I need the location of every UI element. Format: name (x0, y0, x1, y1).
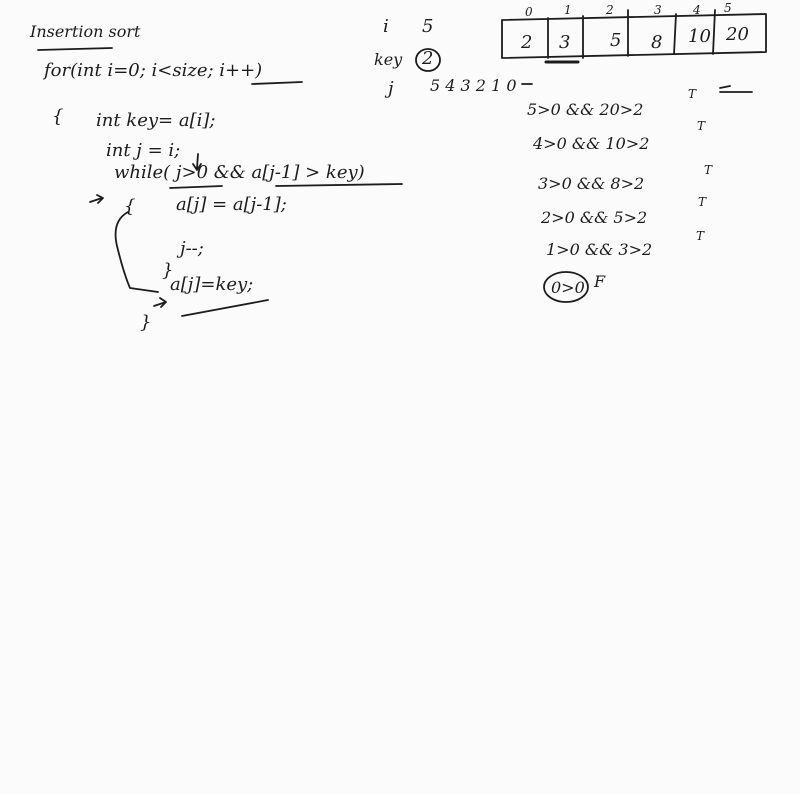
trace-result: T (696, 229, 705, 243)
code-close-brace: } (140, 312, 152, 333)
array-index: 4 (693, 3, 701, 17)
code-while-line: while( j>0 && a[j-1] > key) (114, 162, 365, 183)
title-underline (38, 48, 112, 50)
var-key-label: key (374, 50, 403, 69)
code-decrement-line: j--; (180, 238, 204, 259)
var-i-label: i (383, 16, 389, 37)
array-index: 3 (654, 3, 662, 17)
var-j-values: 5 4 3 2 1 0 (430, 76, 517, 95)
array-index: 0 (525, 5, 533, 19)
trace-condition: 0>0 (551, 278, 585, 297)
var-i-value: 5 (422, 16, 434, 37)
arrow-right-icon (154, 298, 166, 307)
trace-result: T (704, 163, 713, 177)
array-index: 1 (564, 3, 572, 17)
code-key-line: int key= a[i]; (96, 110, 216, 131)
code-assign-line: a[j] = a[j-1]; (176, 194, 287, 215)
code-while-open: { (124, 196, 136, 217)
array-cell-value: 10 (688, 26, 711, 47)
array-divider (674, 14, 676, 54)
var-key-value: 2 (422, 48, 434, 69)
code-final-line: a[j]=key; (170, 274, 254, 295)
trace-condition: 2>0 && 5>2 (541, 208, 648, 227)
array-cell-value: 2 (521, 32, 533, 53)
code-j-line: int j = i; (106, 140, 181, 161)
array-cell-value: 3 (559, 32, 571, 53)
code-open-brace: { (52, 106, 64, 127)
trace-condition: 3>0 && 8>2 (538, 174, 645, 193)
array-index: 2 (606, 3, 614, 17)
condition-underline (276, 184, 402, 186)
loop-increment-underline (252, 82, 302, 84)
while-body-bracket (116, 212, 158, 292)
trace-result: T (697, 119, 706, 133)
var-j-label: j (388, 78, 394, 99)
array-index: 5 (724, 1, 732, 15)
page-title: Insertion sort (30, 22, 141, 41)
final-line-underline (182, 300, 268, 316)
trace-result: F (594, 272, 606, 291)
array-cell-value: 8 (651, 32, 663, 53)
condition-underline (170, 186, 222, 188)
array-cell-value: 20 (726, 24, 749, 45)
code-while-close: } (162, 260, 174, 281)
trace-condition: 4>0 && 10>2 (533, 134, 650, 153)
arrow-right-icon (90, 195, 103, 203)
array-divider (713, 10, 715, 54)
code-for-line: for(int i=0; i<size; i++) (44, 60, 263, 81)
trace-condition: 1>0 && 3>2 (546, 240, 653, 259)
trace-condition: 5>0 && 20>2 (527, 100, 644, 119)
array-cell-value: 5 (610, 30, 622, 51)
result-mark (720, 86, 752, 92)
trace-result: T (698, 195, 707, 209)
trace-result: T (688, 87, 697, 101)
